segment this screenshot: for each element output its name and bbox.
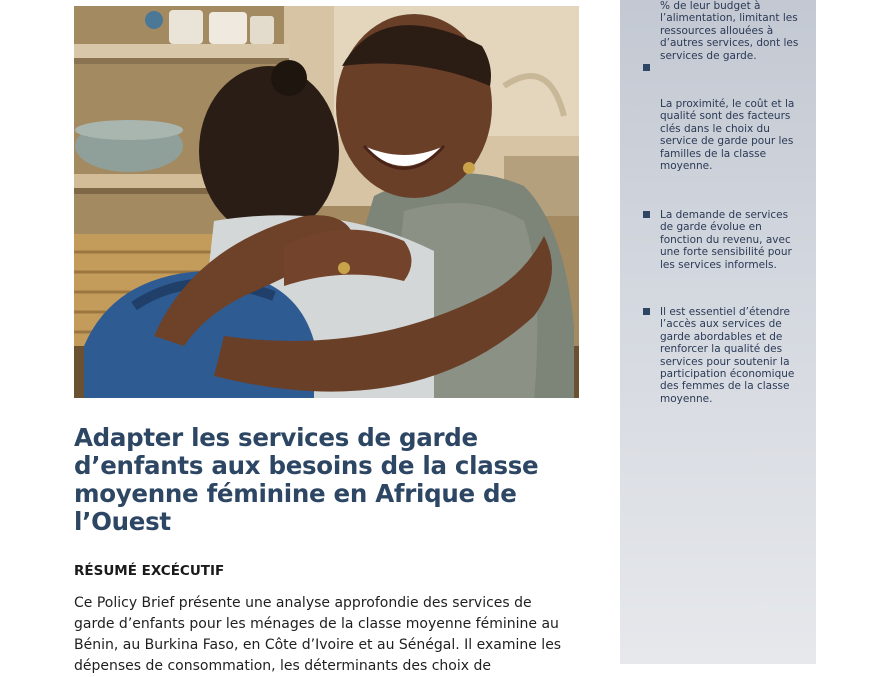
sidebar-item-2-text: La proximité, le coût et la qualité sont des facteurs clés dans le choix du service de garde pour les familles de la classe moyenne. <box>660 98 795 173</box>
sidebar-item-4-text: Il est essentiel d’étendre l’accès aux services de garde abordables et de renforcer la qualité des services pour soutenir la participation économique des femmes de la classe moyenne. <box>660 306 795 405</box>
hero-photo-mother-hugging-child <box>74 6 579 398</box>
executive-summary-heading: RÉSUMÉ EXCÉCUTIF <box>74 563 225 579</box>
sidebar-item-1-text: % de leur budget à l’alimentation, limitant les ressources allouées à d’autres services, dont les services de garde. <box>660 0 799 62</box>
executive-summary-text: Ce Policy Brief présente une analyse approfondie des services de garde d’enfants pour les ménages de la classe moyenne féminine au Bénin, au Burkina Faso, en Côte d’Ivoire et au Sénégal. Il examine les dépenses de consommation, les déterminants des choix de <box>74 595 562 674</box>
page-title: Adapter les services de garde d’enfants aux besoins de la classe moyenne féminine en Afrique de l’Ouest <box>74 423 539 536</box>
sidebar-bullet-icon <box>643 64 650 71</box>
sidebar-item-3-text: La demande de services de garde évolue en fonction du revenu, avec une forte sensibilité pour les services informels. <box>660 209 792 271</box>
sidebar-bullet-icon <box>643 211 650 218</box>
sidebar-bullet-icon <box>643 308 650 315</box>
